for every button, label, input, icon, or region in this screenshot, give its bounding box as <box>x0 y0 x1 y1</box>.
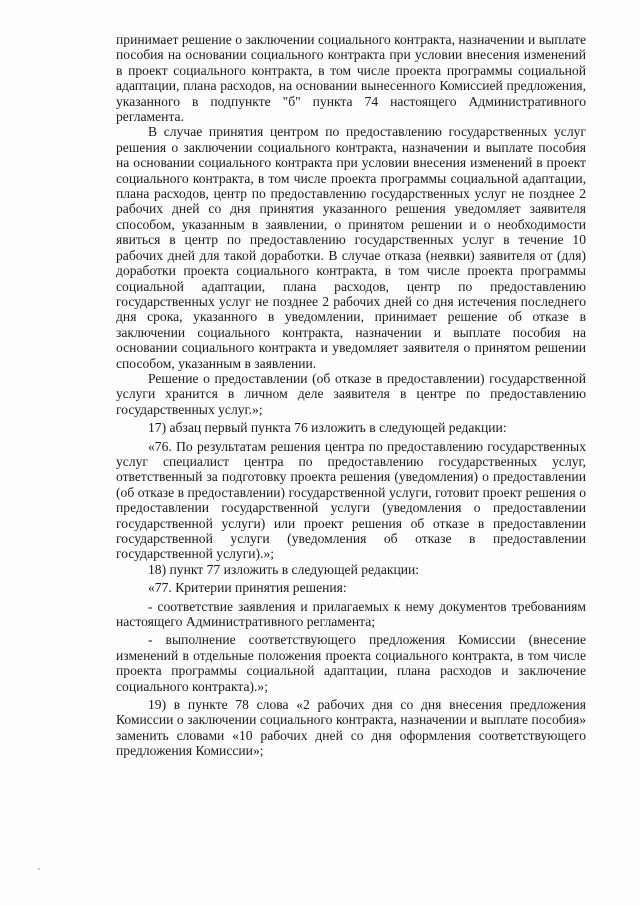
scan-speck <box>38 868 40 870</box>
paragraph-item-19: 19) в пункте 78 слова «2 рабочих дня со дня внесения предложения Комиссии о заключении социального контракта, назначении и выплате пособия» заменить словами «10 рабочих дней со дня оформления соответствующего предложения Комиссии»; <box>116 697 586 759</box>
list-item-criterion-2: - выполнение соответствующего предложения Комиссии (внесение изменений в отдельные положения проекта социального контракта, в том числе проекта программы социальной адаптации, плана расходов и заключение социального контракта).»; <box>116 632 586 694</box>
paragraph-item-18: 18) пункт 77 изложить в следующей редакции: <box>148 561 420 577</box>
paragraph-decision-storage: Решение о предоставлении (об отказе в предоставлении) государственной услуги хранится в личном деле заявителя в центре по предоставлению государственных услуг.»; <box>116 370 586 417</box>
paragraph-item-17: 17) абзац первый пункта 76 изложить в следующей редакции: <box>148 420 507 436</box>
paragraph-continuation: принимает решение о заключении социального контракта, назначении и выплате пособия на основании социального контракта при условии внесения изменений в проект социального контракта, в том числе проекта программы социальной адаптации, плана расходов, на основании вынесенного Комиссией предложения, указанного в подпункте "б" пункта 74 настоящего Административного регламента. <box>116 32 586 125</box>
list-item-criterion-1: - соответствие заявления и прилагаемых к нему документов требованиям настоящего Административного регламента; <box>116 598 586 630</box>
paragraph-point-77: «77. Критерии принятия решения: <box>148 580 347 596</box>
paragraph-refusal-procedure: В случае принятия центром по предоставлению государственных услуг решения о заключении социального контракта, назначении и выплате пособия на основании социального контракта при условии внесения изменений в проект социального контракта, в том числе проекта программы социальной адаптации, плана расходов, центр по предоставлению государственных услуг не позднее 2 рабочих дней со дня принятия указанного решения уведомляет заявителя способом, указанным в заявлении, о принятом решении и о необходимости явиться в центр по предоставлению государственных услуг в течение 10 рабочих дней для такой доработки. В случае отказа (неявки) заявителя от (для) доработки проекта социального контракта, в том числе проекта программы социальной адаптации, плана расходов, центр по предоставлению государственных услуг не позднее 2 рабочих дней со дня истечения последнего дня срока, указанного в уведомлении, принимает решение об отказе в заключении социального контракта, назначении и выплате пособия на основании социального контракта и уведомляет заявителя о принятом решении способом, указанным в заявлении. <box>116 124 586 371</box>
paragraph-point-76: «76. По результатам решения центра по предоставлению государственных услуг специалист центра по предоставлению государственных услуг, ответственный за подготовку проекта решения (уведомления) о предоставлении (об отказе в предоставлении) государственной услуги, готовит проект решения о предоставлении государственной услуги (уведомления о предоставлении государственной услуги) или проект решения об отказе в предоставлении государственной услуги (уведомления об отказе в предоставлении государственной услуги).»; <box>116 438 586 562</box>
document-body <box>116 32 586 759</box>
